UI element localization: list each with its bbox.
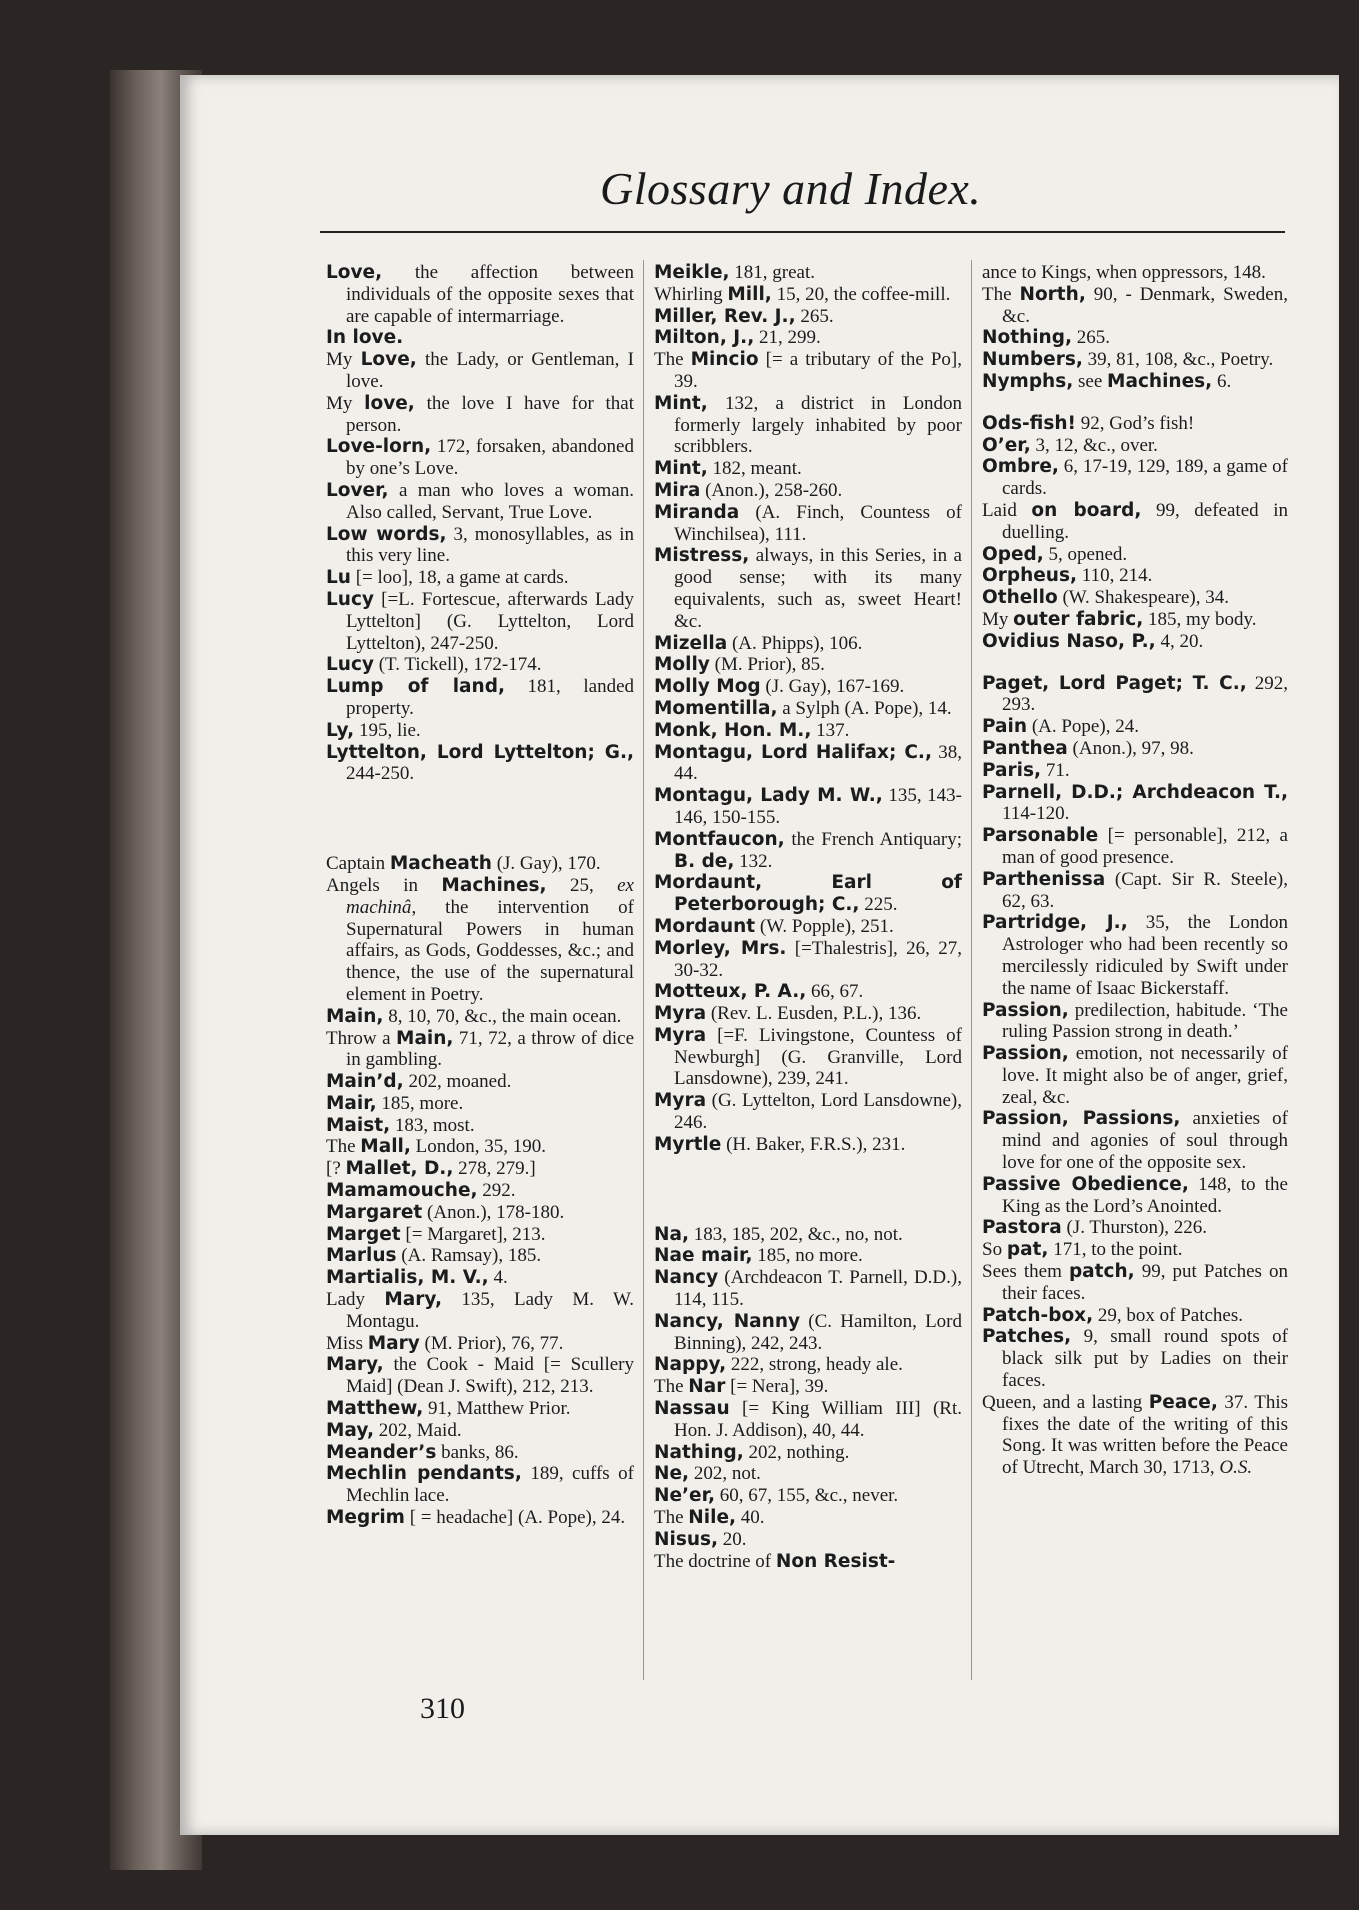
index-entry: Main’d, 202, moaned. [326, 1071, 512, 1093]
index-entry: Ne’er, 60, 67, 155, &c., never. [654, 1485, 899, 1507]
index-entry: Mint, 182, meant. [654, 458, 802, 480]
index-entry: Milton, J., 21, 299. [654, 327, 821, 349]
index-entry: My Love, the Lady, or Gentleman, I love. [326, 349, 634, 392]
index-column-1 [326, 262, 634, 1529]
index-entry: Parnell, D.D.; Archdeacon T., 114-120. [982, 781, 1288, 825]
index-entry: Margaret (Anon.), 178-180. [326, 1201, 565, 1223]
index-entry: Lucy (T. Tickell), 172-174. [326, 654, 542, 676]
index-entry: Nothing, 265. [982, 327, 1110, 349]
index-entry: Nisus, 20. [654, 1528, 747, 1550]
index-entry: Oped, 5, opened. [982, 543, 1128, 565]
index-entry: Love, the affection between individuals of the opposite sexes that are capable of intermarriage. [326, 262, 634, 327]
column-divider-2 [971, 260, 972, 1680]
index-entry: Megrim [ = headache] (A. Pope), 24. [326, 1507, 626, 1529]
index-entry: Nassau [= King William III] (Rt. Hon. J. Addison), 40, 44. [654, 1398, 962, 1441]
index-entry: Momentilla, a Sylph (A. Pope), 14. [654, 697, 952, 719]
index-entry: Queen, and a lasting Peace, 37. This fixes the date of the writing of this Song. It was written before the Peace of Utrecht, March 30, 1713, O.S. [982, 1391, 1288, 1479]
index-entry: Mary, the Cook - Maid [= Scullery Maid] (Dean J. Swift), 212, 213. [326, 1354, 634, 1398]
index-entry: Low words, 3, monosyllables, as in this very line. [326, 523, 634, 567]
index-entry: The Mincio [= a tributary of the Po], 39. [654, 349, 962, 392]
index-entry: Numbers, 39, 81, 108, &c., Poetry. [982, 349, 1274, 371]
index-entry: Molly Mog (J. Gay), 167-169. [654, 676, 905, 698]
index-entry: Mistress, always, in this Series, in a good sense; with its many equivalents, such as, sweet Heart! &c. [654, 545, 962, 632]
index-entry: O’er, 3, 12, &c., over. [982, 434, 1158, 456]
index-entry: Miranda (A. Finch, Countess of Winchilsea), 111. [654, 501, 962, 545]
index-entry: Myrtle (H. Baker, F.R.S.), 231. [654, 1133, 906, 1155]
index-entry: Mordaunt, Earl of Peterborough; C., 225. [654, 872, 962, 916]
index-entry: Whirling Mill, 15, 20, the coffee-mill. [654, 283, 951, 305]
index-entry: Nancy (Archdeacon T. Parnell, D.D.), 114, 115. [654, 1267, 962, 1311]
index-entry: Mizella (A. Phipps), 106. [654, 632, 863, 654]
index-entry: The Nar [= Nera], 39. [654, 1376, 829, 1398]
index-entry: Pain (A. Pope), 24. [982, 716, 1139, 738]
index-entry: Morley, Mrs. [=Thalestris], 26, 27, 30-32. [654, 937, 963, 981]
index-entry: Passion, emotion, not necessarily of love. It might also be of anger, grief, zeal, &c. [982, 1043, 1288, 1108]
index-entry: Nathing, 202, nothing. [654, 1441, 850, 1463]
index-entry: Nymphs, see Machines, 6. [982, 370, 1232, 392]
column-divider-1 [643, 260, 644, 1680]
index-entry: Ombre, 6, 17-19, 129, 189, a game of cards. [982, 456, 1288, 500]
index-entry: Mechlin pendants, 189, cuffs of Mechlin lace. [326, 1463, 634, 1507]
index-entry: ance to Kings, when oppressors, 148. [982, 262, 1266, 283]
index-entry: Pastora (J. Thurston), 226. [982, 1217, 1208, 1239]
index-entry: Main, 8, 10, 70, &c., the main ocean. [326, 1005, 622, 1027]
index-entry: Paget, Lord Paget; T. C., 292, 293. [982, 672, 1289, 716]
index-entry: The North, 90, - Denmark, Sweden, &c. [982, 283, 1288, 327]
section-gap [654, 1156, 962, 1224]
index-entry: Lyttelton, Lord Lyttelton; G., 244-250. [326, 741, 634, 785]
index-entry: Panthea (Anon.), 97, 98. [982, 737, 1194, 759]
index-entry: Monk, Hon. M., 137. [654, 719, 850, 741]
index-entry: So pat, 171, to the point. [982, 1239, 1183, 1261]
page-title: Glossary and Index. [600, 163, 982, 214]
index-entry: [? Mallet, D., 278, 279.] [326, 1158, 536, 1180]
index-entry: Myra (Rev. L. Eusden, P.L.), 136. [654, 1003, 922, 1025]
index-entry: Orpheus, 110, 214. [982, 565, 1153, 587]
section-gap [982, 653, 1288, 673]
index-entry: Ne, 202, not. [654, 1463, 761, 1485]
index-entry: In love. [326, 327, 404, 349]
index-entry: My love, the love I have for that person. [326, 392, 634, 436]
index-entry: Love-lorn, 172, forsaken, abandoned by one’s Love. [326, 436, 634, 480]
index-entry: Paris, 71. [982, 759, 1070, 781]
index-entry: Martialis, M. V., 4. [326, 1267, 508, 1289]
index-entry: Captain Macheath (J. Gay), 170. [326, 853, 601, 875]
index-entry: Ly, 195, lie. [326, 719, 421, 741]
index-entry: Passion, predilection, habitude. ‘The ruling Passion strong in death.’ [982, 999, 1288, 1043]
index-entry: The Nile, 40. [654, 1507, 765, 1529]
index-entry: Motteux, P. A., 66, 67. [654, 981, 864, 1003]
index-entry: Mair, 185, more. [326, 1092, 464, 1114]
index-column-2 [654, 262, 962, 1572]
index-entry: Mira (Anon.), 258-260. [654, 479, 843, 501]
index-entry: Miss Mary (M. Prior), 76, 77. [326, 1332, 564, 1354]
index-entry: Mordaunt (W. Popple), 251. [654, 915, 894, 937]
index-entry: Mamamouche, 292. [326, 1180, 516, 1202]
index-entry: Molly (M. Prior), 85. [654, 654, 825, 676]
index-entry: Parthenissa (Capt. Sir R. Steele), 62, 63. [982, 868, 1288, 912]
page-number: 310 [420, 1692, 465, 1725]
index-entry: Passion, Passions, anxieties of mind and agonies of soul through love for one of the opposite sex. [982, 1108, 1288, 1174]
index-entry: Miller, Rev. J., 265. [654, 305, 834, 327]
index-entry: Nae mair, 185, no more. [654, 1245, 863, 1267]
index-entry: Montfaucon, the French Antiquary; B. de, 132. [654, 828, 962, 872]
index-entry: My outer fabric, 185, my body. [982, 608, 1257, 630]
index-column-3 [982, 262, 1288, 1479]
index-entry: Lump of land, 181, landed property. [326, 676, 634, 719]
index-entry: Ods-fish! 92, God’s fish! [982, 412, 1195, 434]
index-entry: Angels in Machines, 25, ex machinâ, the intervention of Supernatural Powers in human affairs, as Gods, Goddesses, &c.; and thence, the use of the supernatural element in Poetry. [326, 874, 634, 1005]
index-entry: Na, 183, 185, 202, &c., no, not. [654, 1223, 903, 1245]
index-entry: The doctrine of Non Resist- [654, 1550, 896, 1572]
index-entry: Montagu, Lady M. W., 135, 143-146, 150-155. [654, 785, 962, 828]
index-entry: Myra [=F. Livingstone, Countess of Newburgh] (G. Granville, Lord Lansdowne), 239, 241. [654, 1024, 962, 1090]
index-entry: Laid on board, 99, defeated in duelling. [982, 499, 1288, 543]
index-entry: Marget [= Margaret], 213. [326, 1223, 546, 1245]
index-entry: Mint, 132, a district in London formerly largely inhabited by poor scribblers. [654, 392, 962, 458]
index-entry: The Mall, London, 35, 190. [326, 1136, 547, 1158]
index-entry: Meander’s banks, 86. [326, 1441, 519, 1463]
index-entry: Maist, 183, most. [326, 1114, 475, 1136]
index-entry: Nappy, 222, strong, heady ale. [654, 1354, 903, 1376]
index-entry: Partridge, J., 35, the London Astrologer who had been recently so mercilessly ridiculed by Swift under the name of Isaac Bickerstaff. [982, 912, 1288, 999]
index-entry: Patches, 9, small round spots of black silk put by Ladies on their faces. [982, 1326, 1288, 1392]
index-entry: Lady Mary, 135, Lady M. W. Montagu. [326, 1289, 634, 1332]
index-entry: Sees them patch, 99, put Patches on their faces. [982, 1261, 1288, 1304]
index-entry: Montagu, Lord Halifax; C., 38, 44. [654, 741, 963, 785]
section-gap [982, 393, 1288, 413]
index-entry: Lover, a man who loves a woman. Also called, Servant, True Love. [326, 479, 634, 523]
index-entry: Parsonable [= personable], 212, a man of good presence. [982, 825, 1288, 868]
index-entry: Throw a Main, 71, 72, a throw of dice in gambling. [326, 1027, 635, 1071]
index-entry: Marlus (A. Ramsay), 185. [326, 1245, 542, 1267]
index-entry: Lu [= loo], 18, a game at cards. [326, 567, 569, 589]
title-rule [320, 231, 1285, 233]
index-entry: Myra (G. Lyttelton, Lord Lansdowne), 246. [654, 1090, 962, 1134]
section-gap [326, 785, 634, 853]
index-entry: Nancy, Nanny (C. Hamilton, Lord Binning), 242, 243. [654, 1310, 963, 1354]
index-entry: Othello (W. Shakespeare), 34. [982, 587, 1229, 609]
index-entry: Matthew, 91, Matthew Prior. [326, 1398, 571, 1420]
index-entry: Patch-box, 29, box of Patches. [982, 1304, 1243, 1326]
index-entry: Ovidius Naso, P., 4, 20. [982, 630, 1204, 652]
index-entry: May, 202, Maid. [326, 1419, 462, 1441]
index-entry: Lucy [=L. Fortescue, afterwards Lady Lyttelton] (G. Lyttelton, Lord Lyttelton), 247-250. [326, 588, 634, 654]
index-entry: Passive Obedience, 148, to the King as the Lord’s Anointed. [982, 1173, 1288, 1217]
index-entry: Meikle, 181, great. [654, 262, 816, 283]
